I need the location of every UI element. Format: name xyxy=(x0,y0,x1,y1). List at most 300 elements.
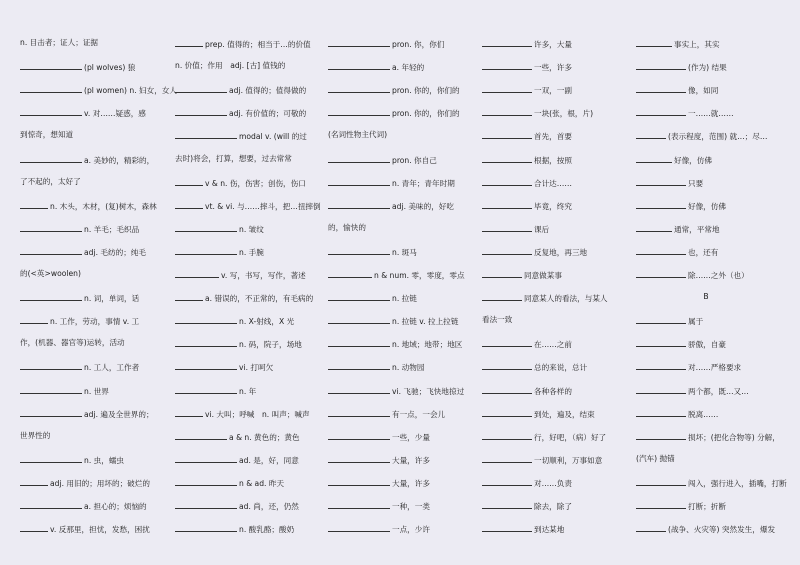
vocab-line xyxy=(20,154,180,166)
vocab-line xyxy=(175,338,335,350)
fill-in-blank[interactable] xyxy=(636,500,686,509)
vocab-line xyxy=(636,107,796,119)
fill-in-blank[interactable] xyxy=(482,431,532,440)
vocab-text: 除去，除了 xyxy=(534,502,572,511)
vocab-text: 也，还有 xyxy=(688,247,719,257)
vocab-text: 大量，许多 xyxy=(392,478,430,488)
vocab-text: n. 青年；青年时期 xyxy=(392,178,455,188)
vocab-line xyxy=(482,385,642,397)
fill-in-blank[interactable] xyxy=(328,61,390,70)
vocab-text: 到惊奇，想知道 xyxy=(20,130,74,140)
vocab-text: ad. 是，好，同意 xyxy=(239,455,299,465)
vocab-line xyxy=(20,431,180,441)
vocab-line xyxy=(482,315,642,325)
vocab-text: adj. 遍及全世界的； xyxy=(84,409,154,419)
vocab-text: 好像，仿佛 xyxy=(688,201,726,211)
fill-in-blank[interactable] xyxy=(328,454,390,463)
fill-in-blank[interactable] xyxy=(328,154,390,163)
vocab-text: vi. 飞驰；飞快地掠过 xyxy=(392,386,465,396)
vocab-line xyxy=(636,84,796,96)
vocab-text: 世界性的 xyxy=(20,430,51,440)
fill-in-blank[interactable] xyxy=(328,177,390,186)
vocab-line xyxy=(636,177,796,189)
vocab-line xyxy=(175,61,335,71)
fill-in-blank[interactable] xyxy=(328,385,390,394)
vocab-line xyxy=(636,431,796,443)
vocab-line xyxy=(175,154,335,164)
vocab-line xyxy=(175,107,335,119)
vocab-text: (pl women) n. 妇女，女人 xyxy=(84,86,178,96)
vocab-text: 毕竟，终究 xyxy=(534,201,572,211)
vocab-line xyxy=(175,477,335,489)
vocab-text: 的，愉快的 xyxy=(328,222,366,232)
vocab-line xyxy=(175,130,335,142)
vocab-line xyxy=(482,154,642,166)
vocab-text: modal v. (will 的过 xyxy=(239,132,307,142)
fill-in-blank[interactable] xyxy=(20,107,82,116)
fill-in-blank[interactable] xyxy=(636,154,672,163)
vocab-line xyxy=(482,200,642,212)
fill-in-blank[interactable] xyxy=(636,130,666,139)
vocab-line xyxy=(636,385,796,397)
vocab-text: 一些，许多 xyxy=(534,63,572,73)
fill-in-blank[interactable] xyxy=(482,408,532,417)
vocab-text: a. 美妙的，精彩的， xyxy=(84,155,155,165)
fill-in-blank[interactable] xyxy=(175,361,237,370)
vocab-text: 在……之前 xyxy=(534,340,572,350)
vocab-line xyxy=(20,338,180,348)
vocab-line xyxy=(328,431,488,443)
vocab-line xyxy=(482,361,642,373)
fill-in-blank[interactable] xyxy=(175,246,237,255)
fill-in-blank[interactable] xyxy=(175,431,227,440)
fill-in-blank[interactable] xyxy=(636,177,686,186)
fill-in-blank[interactable] xyxy=(175,385,237,394)
vocab-line xyxy=(175,500,335,512)
vocab-text: 看法一致 xyxy=(482,315,513,325)
fill-in-blank[interactable] xyxy=(328,523,390,532)
vocab-line xyxy=(328,385,488,397)
vocab-line xyxy=(20,477,180,489)
vocab-text: a. 年轻的 xyxy=(392,63,425,73)
vocab-line xyxy=(636,130,796,142)
vocab-line xyxy=(20,107,180,119)
fill-in-blank[interactable] xyxy=(20,361,82,370)
vocab-text: 同意做某事 xyxy=(524,271,562,280)
fill-in-blank[interactable] xyxy=(482,130,532,139)
fill-in-blank[interactable] xyxy=(636,338,686,347)
vocab-text: prep. 值得的；相当于…的价值 xyxy=(205,40,311,49)
vocab-line xyxy=(636,38,796,50)
vocab-line xyxy=(328,454,488,466)
vocab-line xyxy=(636,246,796,258)
vocab-text: 对……严格要求 xyxy=(688,363,742,373)
fill-in-blank[interactable] xyxy=(482,154,532,163)
fill-in-blank[interactable] xyxy=(482,200,532,209)
fill-in-blank[interactable] xyxy=(328,315,390,324)
vocab-line xyxy=(482,107,642,119)
fill-in-blank[interactable] xyxy=(636,477,686,486)
vocab-line xyxy=(328,200,488,212)
fill-in-blank[interactable] xyxy=(175,338,237,347)
vocab-text: pron. 你，你们 xyxy=(392,40,445,49)
vocab-text: n. 词，单词，话 xyxy=(84,294,140,304)
vocab-line xyxy=(636,223,796,235)
vocab-line xyxy=(328,38,488,50)
vocab-text: (表示程度，范围) 就…；尽… xyxy=(668,132,768,142)
fill-in-blank[interactable] xyxy=(20,292,82,301)
vocab-text: 有一点，一会儿 xyxy=(392,409,446,419)
vocab-line xyxy=(20,315,180,327)
vocab-text: 除……之外（也） xyxy=(688,271,749,280)
fill-in-blank[interactable] xyxy=(482,500,532,509)
fill-in-blank[interactable] xyxy=(636,107,686,116)
fill-in-blank[interactable] xyxy=(482,38,532,47)
fill-in-blank[interactable] xyxy=(328,292,390,301)
vocab-text: (名词性物主代词) xyxy=(328,130,388,140)
vocab-text: 一切顺利，万事如意 xyxy=(534,455,603,465)
vocab-text: adj. 有价值的；可敬的 xyxy=(229,109,307,119)
vocab-text: n. 价值；作用 adj. [古] 值钱的 xyxy=(175,61,286,71)
vocab-line xyxy=(482,454,642,466)
fill-in-blank[interactable] xyxy=(175,223,237,232)
vocab-text: n. 工人，工作者 xyxy=(84,363,140,373)
vocab-text: adj. 用旧的；用坏的；破烂的 xyxy=(50,478,150,488)
vocab-text: n & ad. 昨天 xyxy=(239,478,285,488)
vocab-line xyxy=(636,523,796,535)
fill-in-blank[interactable] xyxy=(175,130,237,139)
fill-in-blank[interactable] xyxy=(20,246,82,255)
vocab-line xyxy=(636,154,796,166)
fill-in-blank[interactable] xyxy=(175,84,227,93)
vocab-line xyxy=(175,269,335,281)
vocab-text: n. 酸乳酪；酸奶 xyxy=(239,525,295,535)
vocab-line xyxy=(482,223,642,235)
vocab-line xyxy=(175,315,335,327)
fill-in-blank[interactable] xyxy=(636,431,686,440)
vocab-line xyxy=(636,361,796,373)
vocab-text: v. 反那里，担忧，发愁，困扰 xyxy=(50,525,150,535)
vocab-text: 一……就…… xyxy=(688,109,734,119)
vocab-text: a. 错误的，不正常的，有毛病的 xyxy=(205,294,314,304)
fill-in-blank[interactable] xyxy=(328,107,390,116)
vocab-line xyxy=(175,408,335,420)
vocab-line xyxy=(482,84,642,96)
vocab-text: 脱离…… xyxy=(688,409,719,419)
vocab-line xyxy=(328,361,488,373)
vocab-text: n. 码，院子，场地 xyxy=(239,340,302,350)
fill-in-blank[interactable] xyxy=(20,154,82,163)
fill-in-blank[interactable] xyxy=(328,269,372,278)
fill-in-blank[interactable] xyxy=(328,38,390,47)
fill-in-blank[interactable] xyxy=(482,269,522,278)
fill-in-blank[interactable] xyxy=(482,246,532,255)
vocab-line xyxy=(328,500,488,512)
fill-in-blank[interactable] xyxy=(636,523,666,532)
vocab-line xyxy=(636,269,796,281)
vocab-text: ad. 尚，还，仍然 xyxy=(239,502,299,511)
fill-in-blank[interactable] xyxy=(328,500,390,509)
fill-in-blank[interactable] xyxy=(175,200,203,209)
vocab-text: 反复地，再三地 xyxy=(534,247,588,257)
vocab-line xyxy=(20,246,180,258)
vocab-text: 各种各样的 xyxy=(534,386,572,396)
vocab-text: 属于 xyxy=(688,317,704,327)
vocab-line xyxy=(636,477,796,489)
vocab-line xyxy=(328,223,488,233)
vocab-text: 作，(机器、器官等)运转，活动 xyxy=(20,338,125,348)
vocab-text: n. 地域；地带；地区 xyxy=(392,340,463,350)
vocab-line xyxy=(175,385,335,397)
fill-in-blank[interactable] xyxy=(175,523,237,532)
vocab-text: 首先，首要 xyxy=(534,132,572,142)
fill-in-blank[interactable] xyxy=(482,454,532,463)
fill-in-blank[interactable] xyxy=(20,315,48,324)
vocab-text: 像，如同 xyxy=(688,86,719,96)
vocab-text: 打断；折断 xyxy=(688,502,726,511)
vocab-line xyxy=(328,523,488,535)
fill-in-blank[interactable] xyxy=(636,361,686,370)
vocab-line xyxy=(482,431,642,443)
fill-in-blank[interactable] xyxy=(482,107,532,116)
fill-in-blank[interactable] xyxy=(636,269,686,278)
vocab-text: n. 木头，木材，(复)树木，森林 xyxy=(50,201,157,211)
vocab-text: B xyxy=(703,292,709,302)
vocab-text: 两个都，既…又… xyxy=(688,386,749,396)
vocab-text: vt. & vi. 与……摔斗，把…扭摔倒 xyxy=(205,201,321,211)
vocab-line xyxy=(20,454,180,466)
vocab-text: adj. 毛纺的；纯毛 xyxy=(84,247,146,257)
vocab-line xyxy=(636,61,796,73)
vocab-line xyxy=(328,315,488,327)
vocab-line xyxy=(328,408,488,420)
vocab-line xyxy=(482,477,642,489)
vocab-text: 合计达…… xyxy=(534,178,572,188)
vocab-text: 一种，一类 xyxy=(392,502,430,511)
fill-in-blank[interactable] xyxy=(482,61,532,70)
fill-in-blank[interactable] xyxy=(328,361,390,370)
vocab-text: v. 对……疑惑，感 xyxy=(84,109,146,119)
vocab-text: n. 虫，蠕虫 xyxy=(84,455,125,465)
fill-in-blank[interactable] xyxy=(175,454,237,463)
vocab-text: n. 工作，劳动，事情 v. 工 xyxy=(50,317,140,327)
vocab-line xyxy=(328,338,488,350)
vocab-text: 通常，平常地 xyxy=(674,224,720,234)
vocab-text: 损坏；(把化合物等) 分解， xyxy=(688,432,780,442)
vocab-text: 骄傲，自豪 xyxy=(688,340,726,350)
fill-in-blank[interactable] xyxy=(328,431,390,440)
vocab-line xyxy=(636,338,796,350)
fill-in-blank[interactable] xyxy=(20,61,82,70)
vocab-text: 只要 xyxy=(688,178,704,188)
fill-in-blank[interactable] xyxy=(328,246,390,255)
vocab-line xyxy=(175,84,335,96)
vocab-text: n. 皱纹 xyxy=(239,224,264,234)
vocab-text: pron. 你自己 xyxy=(392,155,437,165)
vocab-line xyxy=(636,454,796,464)
vocab-text: n. 年 xyxy=(239,386,257,396)
fill-in-blank[interactable] xyxy=(175,500,237,509)
vocab-line xyxy=(20,177,180,187)
vocab-line xyxy=(482,338,642,350)
fill-in-blank[interactable] xyxy=(175,408,203,417)
vocab-text: (作为) 结果 xyxy=(688,63,727,73)
vocab-line xyxy=(482,292,642,304)
vocab-text: vi. 大叫；呼喊 n. 叫声；喊声 xyxy=(205,409,310,419)
vocab-line xyxy=(175,292,335,304)
vocab-text: a. 担心的；烦恼的 xyxy=(84,502,147,511)
vocab-line xyxy=(175,454,335,466)
vocab-text: 总的来说，总计 xyxy=(534,363,588,373)
fill-in-blank[interactable] xyxy=(328,408,390,417)
vocab-line xyxy=(482,269,642,281)
fill-in-blank[interactable] xyxy=(328,200,390,209)
vocab-line xyxy=(175,38,335,50)
fill-in-blank[interactable] xyxy=(20,223,82,232)
fill-in-blank[interactable] xyxy=(20,385,82,394)
vocab-text: 事实上，其实 xyxy=(674,40,720,49)
vocab-line xyxy=(482,523,642,535)
vocab-text: n. 斑马 xyxy=(392,247,417,257)
fill-in-blank[interactable] xyxy=(20,200,48,209)
vocab-line xyxy=(328,177,488,189)
vocab-text: 去时)将会，打算，想要，过去常常 xyxy=(175,153,292,163)
vocab-text: pron. 你的，你们的 xyxy=(392,109,460,119)
vocab-text: adj. 美味的，好吃 xyxy=(392,201,454,211)
vocab-text: adj. 值得的；值得做的 xyxy=(229,86,307,96)
vocab-line xyxy=(20,84,180,96)
vocab-line xyxy=(20,292,180,304)
vocab-text: n & num. 零，零度，零点 xyxy=(374,271,465,280)
vocab-line xyxy=(20,61,180,73)
fill-in-blank[interactable] xyxy=(175,477,237,486)
fill-in-blank[interactable] xyxy=(482,385,532,394)
vocab-text: 了不起的，太好了 xyxy=(20,176,81,186)
vocab-text: 课后 xyxy=(534,224,550,234)
fill-in-blank[interactable] xyxy=(20,408,82,417)
fill-in-blank[interactable] xyxy=(328,338,390,347)
fill-in-blank[interactable] xyxy=(175,315,237,324)
fill-in-blank[interactable] xyxy=(482,84,532,93)
fill-in-blank[interactable] xyxy=(175,269,219,278)
vocab-line xyxy=(328,477,488,489)
vocab-text: n. 羊毛；毛织品 xyxy=(84,224,140,234)
vocab-text: v. 写，书写，写作，著述 xyxy=(221,271,306,280)
vocab-line xyxy=(328,154,488,166)
vocab-line xyxy=(482,130,642,142)
fill-in-blank[interactable] xyxy=(636,246,686,255)
vocab-text: vi. 打呵欠 xyxy=(239,363,274,373)
vocab-line xyxy=(328,292,488,304)
fill-in-blank[interactable] xyxy=(175,292,203,301)
vocab-text: (汽车) 抛锚 xyxy=(636,453,675,463)
vocab-line xyxy=(482,177,642,189)
fill-in-blank[interactable] xyxy=(482,338,532,347)
vocab-line xyxy=(636,315,796,327)
fill-in-blank[interactable] xyxy=(482,477,532,486)
fill-in-blank[interactable] xyxy=(636,38,672,47)
fill-in-blank[interactable] xyxy=(175,38,203,47)
fill-in-blank[interactable] xyxy=(20,454,82,463)
vocab-line xyxy=(328,269,488,281)
vocab-line xyxy=(328,107,488,119)
fill-in-blank[interactable] xyxy=(636,84,686,93)
fill-in-blank[interactable] xyxy=(636,315,686,324)
fill-in-blank[interactable] xyxy=(636,385,686,394)
vocab-text: 一块(张，根，片) xyxy=(534,109,594,119)
vocab-line xyxy=(482,38,642,50)
vocab-line xyxy=(175,246,335,258)
fill-in-blank[interactable] xyxy=(636,223,672,232)
vocab-text: (战争、火灾等) 突然发生，爆发 xyxy=(668,525,776,535)
vocab-text: n. 手腕 xyxy=(239,247,264,257)
vocab-text: n. 拉链 v. 拉上拉链 xyxy=(392,317,459,327)
fill-in-blank[interactable] xyxy=(328,84,390,93)
vocab-text: pron. 你的，你们的 xyxy=(392,86,460,96)
fill-in-blank[interactable] xyxy=(20,500,82,509)
vocab-line xyxy=(175,177,335,189)
vocab-text: a & n. 黄色的；黄色 xyxy=(229,432,300,442)
vocab-text: 对……负责 xyxy=(534,478,572,488)
vocab-line xyxy=(482,61,642,73)
vocab-text: n. 动物园 xyxy=(392,363,425,373)
fill-in-blank[interactable] xyxy=(175,177,203,186)
vocab-text: 一双，一副 xyxy=(534,86,572,96)
vocab-line xyxy=(175,223,335,235)
vocab-line xyxy=(482,500,642,512)
vocab-line xyxy=(20,500,180,512)
vocab-text: 行，好吧，（病）好了 xyxy=(534,432,607,442)
vocab-line xyxy=(175,523,335,535)
fill-in-blank[interactable] xyxy=(636,61,686,70)
fill-in-blank[interactable] xyxy=(482,292,522,301)
vocab-line xyxy=(20,38,180,48)
vocab-line xyxy=(20,223,180,235)
fill-in-blank[interactable] xyxy=(20,523,48,532)
vocab-text: 同意某人的看法，与某人 xyxy=(524,294,608,304)
fill-in-blank[interactable] xyxy=(482,361,532,370)
vocab-text: 到达某地 xyxy=(534,525,565,535)
vocab-line xyxy=(636,200,796,212)
fill-in-blank[interactable] xyxy=(482,523,532,532)
fill-in-blank[interactable] xyxy=(20,477,48,486)
vocab-text: (pl wolves) 狼 xyxy=(84,63,136,73)
vocab-text: 的(<英>woolen) xyxy=(20,269,81,278)
vocab-text: n. 目击者；证人；证据 xyxy=(20,38,98,47)
vocab-line xyxy=(175,431,335,443)
fill-in-blank[interactable] xyxy=(636,408,686,417)
vocab-line xyxy=(20,408,180,420)
vocab-line xyxy=(20,523,180,535)
fill-in-blank[interactable] xyxy=(328,477,390,486)
vocab-line xyxy=(20,385,180,397)
vocab-line xyxy=(20,361,180,373)
vocab-line xyxy=(636,500,796,512)
vocab-line xyxy=(328,130,488,140)
fill-in-blank[interactable] xyxy=(482,177,532,186)
vocab-line xyxy=(175,200,335,212)
vocab-line xyxy=(482,408,642,420)
vocab-line xyxy=(175,361,335,373)
vocab-text: 好像，仿佛 xyxy=(674,155,712,165)
fill-in-blank[interactable] xyxy=(175,107,227,116)
vocab-text: n. 拉链 xyxy=(392,294,417,304)
vocab-line xyxy=(328,246,488,258)
fill-in-blank[interactable] xyxy=(482,223,532,232)
fill-in-blank[interactable] xyxy=(20,84,82,93)
fill-in-blank[interactable] xyxy=(636,200,686,209)
vocab-text: 到处，遍及，结束 xyxy=(534,409,595,419)
